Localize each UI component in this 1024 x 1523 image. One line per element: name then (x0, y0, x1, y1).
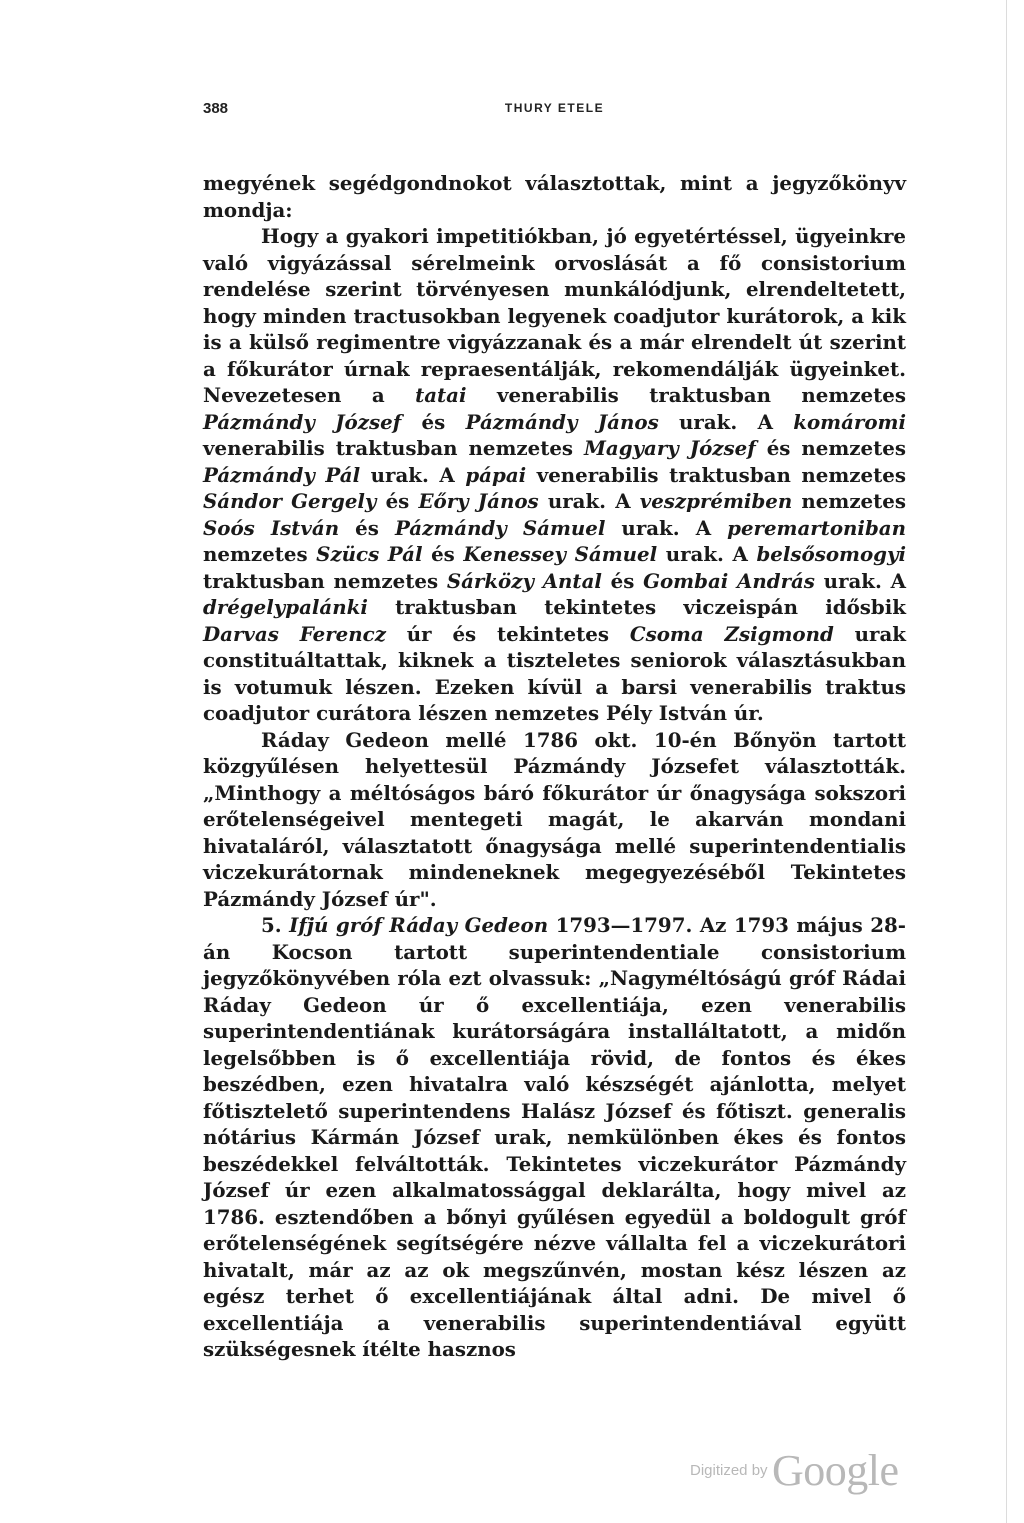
person-name: Ifjú gróf Ráday Gedeon (289, 913, 549, 937)
text-run: és (601, 568, 644, 593)
text-run: Ráday Gedeon mellé 1786 okt. 10-én Bőnyön tartott közgyűlésen helyettesül Pázmándy Józsefet választották. „Minthogy a méltóságos báró főkurátor úr őnagysága sokszori erőtelenségeivel mentegeti magát, le akarván mondani hivataláról, választatott őnagysága mellé superintendentialis viczekurátornak mindeneknek megegyezéséből Tekintetes Pázmándy József úr". (203, 727, 906, 911)
text-run: traktusban tekintetes viczeispán idősbik (367, 595, 906, 619)
text-run: megyének segédgondnokot választottak, mint a jegyzőkönyv mondja: (203, 171, 906, 222)
text-run: venerabilis traktusban nemzetes (466, 383, 906, 407)
page-edge-line (1006, 0, 1007, 1523)
text-run: és (401, 409, 466, 434)
person-name: Szücs Pál (316, 542, 423, 566)
running-header (203, 100, 906, 128)
place-name: pápai (465, 462, 527, 487)
text-run: venerabilis traktusban nemzetes (526, 462, 906, 487)
person-name: Magyary József (584, 436, 756, 460)
text-run: nemzetes (203, 542, 317, 566)
paragraph-2 (203, 223, 906, 727)
text-run: urak constituáltattak, kiknek a tiszteletes seniorok választásukban is votumuk lészen. Ezeken kívül a barsi venerabilis traktus coadjutor curátora lészen nemzetes Pély István úr. (203, 621, 906, 725)
person-name: Darvas Ferencz (203, 621, 386, 646)
text-run: urak. A (657, 542, 757, 566)
digitized-by-google-watermark (690, 1445, 899, 1496)
person-name: Pázmándy Sámuel (394, 515, 606, 540)
text-run: urak. A (814, 568, 906, 593)
text-run: urak. A (538, 489, 640, 513)
paragraph-3 (203, 727, 906, 913)
text-run: és (422, 542, 464, 566)
text-run: venerabilis traktusban nemzetes (203, 436, 585, 460)
place-name: tatai (415, 383, 467, 407)
person-name: Sárközy Antal (446, 568, 602, 593)
text-run: Hogy a gyakori impetitiókban, jó egyetértéssel, ügyeinkre való vigyázással sérelmeink orvoslását a fő consistorium rendelése szerint törvényesen munkálódjunk, elrendeltetett, hogy minden tractusokban legyenek coadjutor kurátorok, a kik is a külső regimentre vigyázzanak és a már elrendelt út szerint a főkurátor úrnak repraesentálják, rekomendálják ügyeinket. Nevezetesen a (203, 224, 906, 407)
person-name: Eőry János (418, 489, 539, 513)
google-logo: Google (772, 1446, 899, 1495)
text-run: nemzetes (792, 489, 906, 513)
text-run: urak. A (658, 409, 794, 434)
text-run: 5. (261, 913, 290, 937)
text-run: és (376, 489, 419, 513)
place-name: veszprémiben (639, 489, 793, 513)
page-number: 388 (203, 100, 229, 117)
place-name: belsősomogyi (756, 542, 906, 566)
place-name: komáromi (793, 409, 906, 434)
book-page (203, 100, 906, 1363)
person-name: Csoma Zsigmond (629, 621, 834, 646)
person-name: Kenessey Sámuel (463, 542, 658, 566)
text-run: traktusban nemzetes (203, 568, 447, 593)
paragraph-4 (203, 912, 906, 1363)
person-name: Sándor Gergely (203, 489, 377, 513)
body-text (203, 170, 906, 1363)
text-run: urak. A (360, 462, 466, 487)
person-name: Pázmándy János (465, 409, 659, 434)
place-name: drégelypalánki (203, 595, 368, 619)
person-name: Gombai András (643, 568, 815, 593)
person-name: Pázmándy Pál (203, 462, 361, 487)
watermark-prefix: Digitized by (690, 1462, 768, 1479)
place-name: peremartoniban (727, 515, 906, 540)
text-run: és nemzetes (755, 436, 906, 460)
text-run: urak. A (605, 515, 728, 540)
running-title: THURY ETELE (504, 101, 605, 115)
text-run: úr és tekintetes (385, 621, 630, 646)
person-name: Soós István (203, 515, 340, 540)
text-run: és (339, 515, 395, 540)
paragraph-1 (203, 170, 906, 223)
person-name: Pázmándy József (203, 409, 402, 434)
text-run: 1793—1797. Az 1793 május 28-án Kocson tartott superintendentiale consistorium jegyzőkönyvében róla ezt olvassuk: „Nagyméltóságú gróf Rádai Ráday Gedeon úr ő excellentiája, ezen venerabilis superintendentiának kurátorságára installáltatott, a midőn legelsőbben is ő excellentiája rövid, de fontos és ékes beszédben, ezen hivatalra való készségét ajánlotta, melyet főtisztelető superintendens Halász József és főtiszt. generalis nótárius Kármán József urak, nemkülönben ékes és fontos beszédekkel felváltották. Tekintetes viczekurátor Pázmándy József úr ezen alkalmatossággal deklarálta, hogy mivel az 1786. esztendőben a bőnyi gyűlésen egyedül a boldogult gróf erőtelenségének segítségére nézve vállalta fel a viczekurátori hivatalt, már az az ok megszűnvén, mostan kész lészen az egész terhet ő excellentiájának által adni. De mivel ő excellentiája a venerabilis superintendentiával együtt szükségesnek ítélte hasznos (203, 913, 907, 1361)
